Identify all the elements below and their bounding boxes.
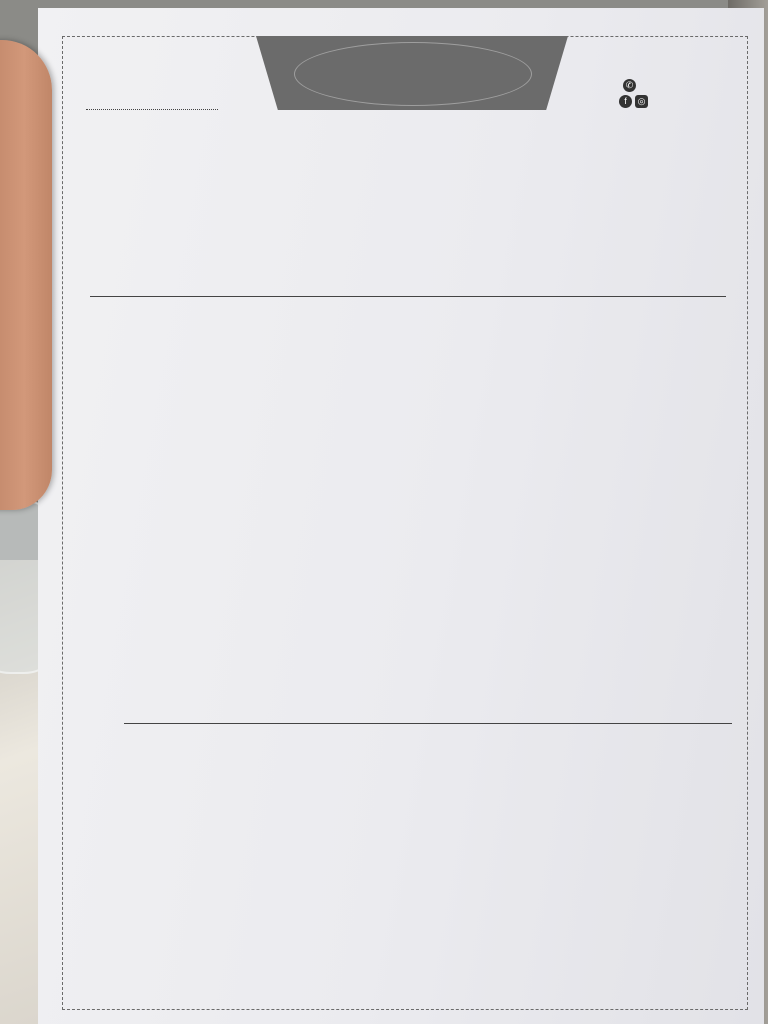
holding-hand: [0, 40, 52, 510]
piatti-divider: [124, 723, 732, 724]
social-line: [616, 95, 648, 108]
restaurant-logo: [256, 36, 568, 110]
logo-oval: [294, 42, 532, 106]
table-name-line: [86, 109, 218, 110]
dashed-frame: [62, 36, 748, 1010]
facebook-icon: f: [619, 95, 632, 108]
instagram-icon: ◎: [635, 95, 648, 108]
menu-sheet: [38, 8, 764, 1024]
phone-line: [620, 76, 636, 92]
phone-icon: ✆: [623, 79, 636, 92]
panini-divider: [90, 296, 726, 297]
